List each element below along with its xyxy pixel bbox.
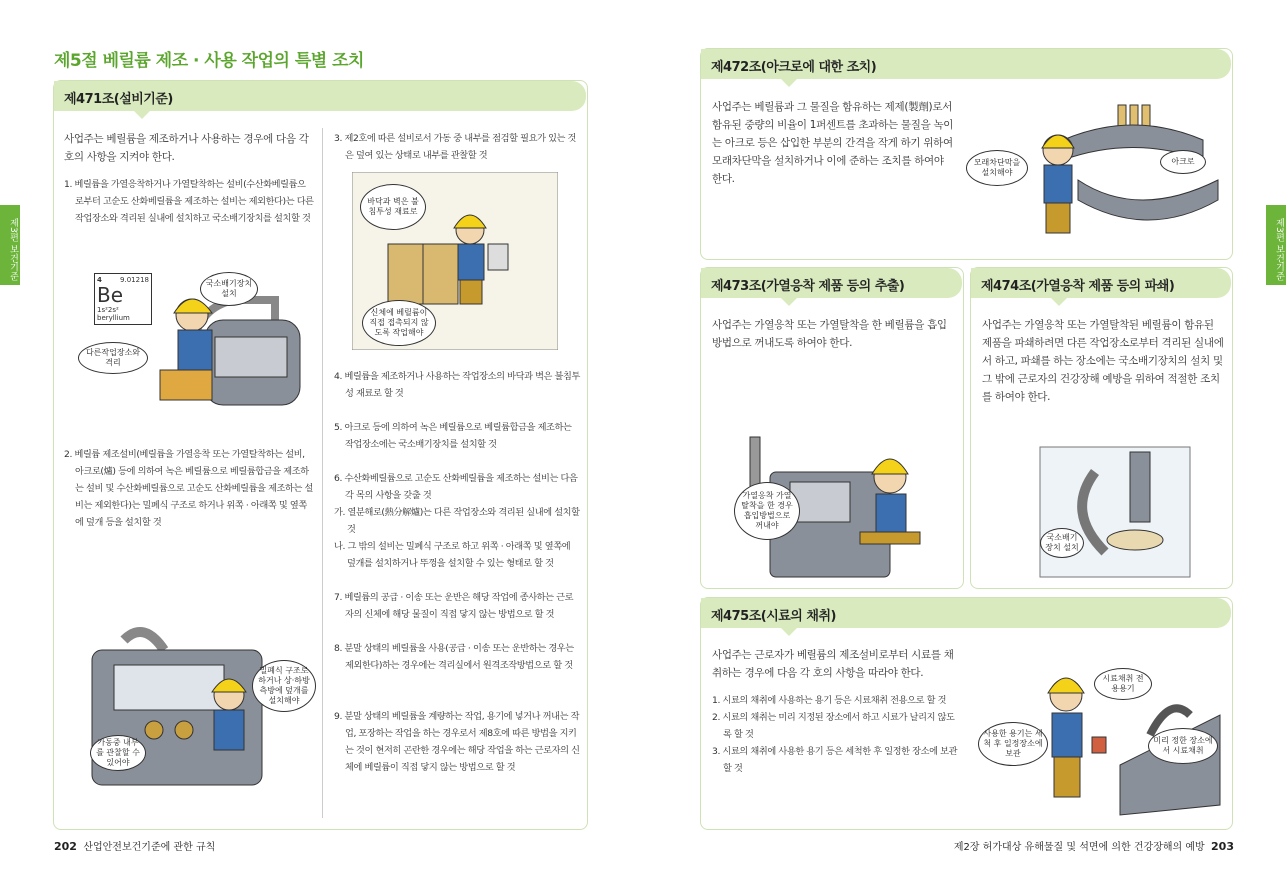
art473-body: 사업주는 가열응착 또는 가열탈착을 한 베릴륨을 흡입방법으로 꺼내도록 하여야 한다. xyxy=(712,319,947,349)
art471-intro: 사업주는 베릴륨을 제조하거나 사용하는 경우에 다음 각 호의 사항을 지켜야 한다. xyxy=(64,133,309,163)
art471-item7: 7. 베릴륨의 공급 · 이송 또는 운반은 해당 작업에 종사하는 근로자의 신체에 해당 물질이 직접 닿지 않는 방법으로 할 것 xyxy=(334,592,574,620)
article-472-header: 제472조(아크로에 대한 조치) xyxy=(701,49,1231,79)
art475-intro: 사업주는 근로자가 베릴륨의 제조설비로부터 시료를 채취하는 경우에 다음 각 호의 사항을 따라야 한다. xyxy=(712,649,954,679)
page-number-right: 203 xyxy=(1211,840,1234,853)
bubble-sand-barrier: 모래차단막을 설치해야 xyxy=(966,150,1028,186)
art474-body: 사업주는 가열응착 또는 가열탈착된 베릴륨이 함유된 제품을 파쇄하려면 다른 작업장소로부터 격리된 실내에서 하고, 파쇄를 하는 장소에는 국소배기장치의 설치 및 그 밖에 근로자의 건강장해 예방을 위하여 적절한 조치를 하여야 한다. xyxy=(982,319,1224,403)
element-card xyxy=(94,273,152,325)
art471-item2: 2. 베릴륨 제조설비(베릴륨을 가열응착 또는 가열탈착하는 설비, 아크로(爐) 등에 의하여 녹은 베릴륨으로 베릴륨합금을 제조하는 설비 및 수산화베릴륨으로 고순도 산화베릴륨을 제조하는 설비는 제외한다)는 밀폐식 구조로 하거나 위쪽 · 아래쪽 및 옆쪽에 덮개 등을 설치할 것 xyxy=(64,449,313,528)
bubble-isolation: 다른작업장소와 격리 xyxy=(78,342,148,374)
art471-item9: 9. 분말 상태의 베릴륨을 계량하는 작업, 용기에 넣거나 꺼내는 작업, 포장하는 작업을 하는 경우로서 제8호에 따른 방법을 지키는 것이 현저히 곤란한 경우에는 해당 작업을 하는 근로자의 신체에 베릴륨이 직접 닿지 않는 방법으로 할 것 xyxy=(334,711,580,773)
page-number-left: 202 xyxy=(54,840,77,853)
element-number: 4 xyxy=(97,276,102,284)
article-473-header: 제473조(가열응착 제품 등의 추출) xyxy=(701,268,962,298)
article-474-header: 제474조(가열응착 제품 등의 파쇄) xyxy=(971,268,1231,298)
bubble-wash-store: 사용한 용기는 세척 후 일정장소에 보관 xyxy=(978,722,1048,766)
bubble-local-exhaust: 국소배기장치 설치 xyxy=(200,272,258,306)
bubble-designated-place: 미리 정한 장소에서 시료채취 xyxy=(1148,728,1218,764)
footer-right xyxy=(954,838,1234,853)
art471-item8: 8. 분말 상태의 베릴륨을 사용(공급 · 이송 또는 운반하는 경우는 제외한다)하는 경우에는 격리실에서 원격조작방법으로 할 것 xyxy=(334,643,574,671)
art471-item3: 3. 제2호에 따른 설비로서 가동 중 내부를 점검할 필요가 있는 것은 덮여 있는 상태로 내부를 관찰할 것 xyxy=(334,133,577,161)
element-mass: 9.01218 xyxy=(120,276,149,284)
article-475-header: 제475조(시료의 채취) xyxy=(701,598,1231,628)
art471-item6a: 가. 열분해로(熱分解爐)는 다른 작업장소와 격리된 실내에 설치할 것 xyxy=(334,507,580,535)
art471-item5: 5. 아크로 등에 의하여 녹은 베릴륨으로 베릴륨합금을 제조하는 작업장소에는 국소배기장치를 설치할 것 xyxy=(334,422,572,450)
bubble-suction-method: 가열응착 가열탈착을 한 경우 흡입방법으로 꺼내야 xyxy=(734,482,800,540)
element-name: beryllium xyxy=(97,314,130,322)
side-tab-right: 제3편 보건기준 xyxy=(1266,205,1286,285)
art472-body: 사업주는 베릴륨과 그 물질을 함유하는 제제(製劑)로서 함유된 중량의 비율이 1퍼센트를 초과하는 물질을 녹이는 아크로 등은 삽입한 부분의 간격을 작게 하기 위하여 모래차단막을 설치하거나 이에 준하는 조치를 하여야 한다. xyxy=(712,101,954,185)
art475-item1: 1. 시료의 채취에 사용하는 용기 등은 시료채취 전용으로 할 것 xyxy=(712,695,947,706)
art471-item1: 1. 베릴륨을 가열응착하거나 가열탈착하는 설비(수산화베릴륨으로부터 고순도 산화베릴륨을 제조하는 설비는 제외한다)는 다른 작업장소와 격리된 실내에 설치하고 국소배기장치를 설치할 것 xyxy=(64,179,314,224)
element-symbol: Be xyxy=(97,283,124,307)
chapter-title: 제5절 베릴륨 제조 · 사용 작업의 특별 조치 xyxy=(54,51,364,71)
bubble-arc-furnace: 아크로 xyxy=(1160,150,1206,174)
art475-item2: 2. 시료의 채취는 미리 지정된 장소에서 하고 시료가 날리지 않도록 할 것 xyxy=(712,712,955,740)
column-divider xyxy=(322,128,323,818)
bubble-local-exhaust-474: 국소배기 장치 설치 xyxy=(1040,528,1084,558)
bubble-sealed-structure: 밀폐식 구조로 하거나 상·하방 측방에 덮개를 설치해야 xyxy=(252,660,316,712)
bubble-no-contact: 신체에 베릴륨이 직접 접촉되지 않도록 작업해야 xyxy=(362,300,436,346)
footer-left xyxy=(54,838,215,853)
art471-item6: 6. 수산화베릴륨으로 고순도 산화베릴륨을 제조하는 설비는 다음 각 목의 사항을 갖출 것 xyxy=(334,473,578,501)
art471-item4: 4. 베릴륨을 제조하거나 사용하는 작업장소의 바닥과 벽은 불침투성 재료로 할 것 xyxy=(334,371,580,399)
article-471-header: 제471조(설비기준) xyxy=(54,81,586,111)
footer-right-text: 제2장 허가대상 유해물질 및 석면에 의한 건강장해의 예방 xyxy=(953,842,1205,853)
element-config: 1s²2s² xyxy=(97,306,119,314)
footer-left-text: 산업안전보건기준에 관한 규칙 xyxy=(83,842,216,853)
side-tab-left: 제3편 보건기준 xyxy=(0,205,20,285)
art475-item3: 3. 시료의 채취에 사용한 용기 등은 세척한 후 일정한 장소에 보관할 것 xyxy=(712,746,958,774)
bubble-impermeable: 바닥과 벽은 불침투성 재료로 xyxy=(360,184,426,230)
art471-item6b: 나. 그 밖의 설비는 밀폐식 구조로 하고 위쪽 · 아래쪽 및 옆쪽에 덮개를 설치하거나 뚜껑을 설치할 수 있는 형태로 할 것 xyxy=(334,541,571,569)
bubble-observe-inside: 가동중 내부를 관찰할 수 있어야 xyxy=(90,735,146,771)
bubble-dedicated-container: 시료채취 전용용기 xyxy=(1094,668,1152,700)
